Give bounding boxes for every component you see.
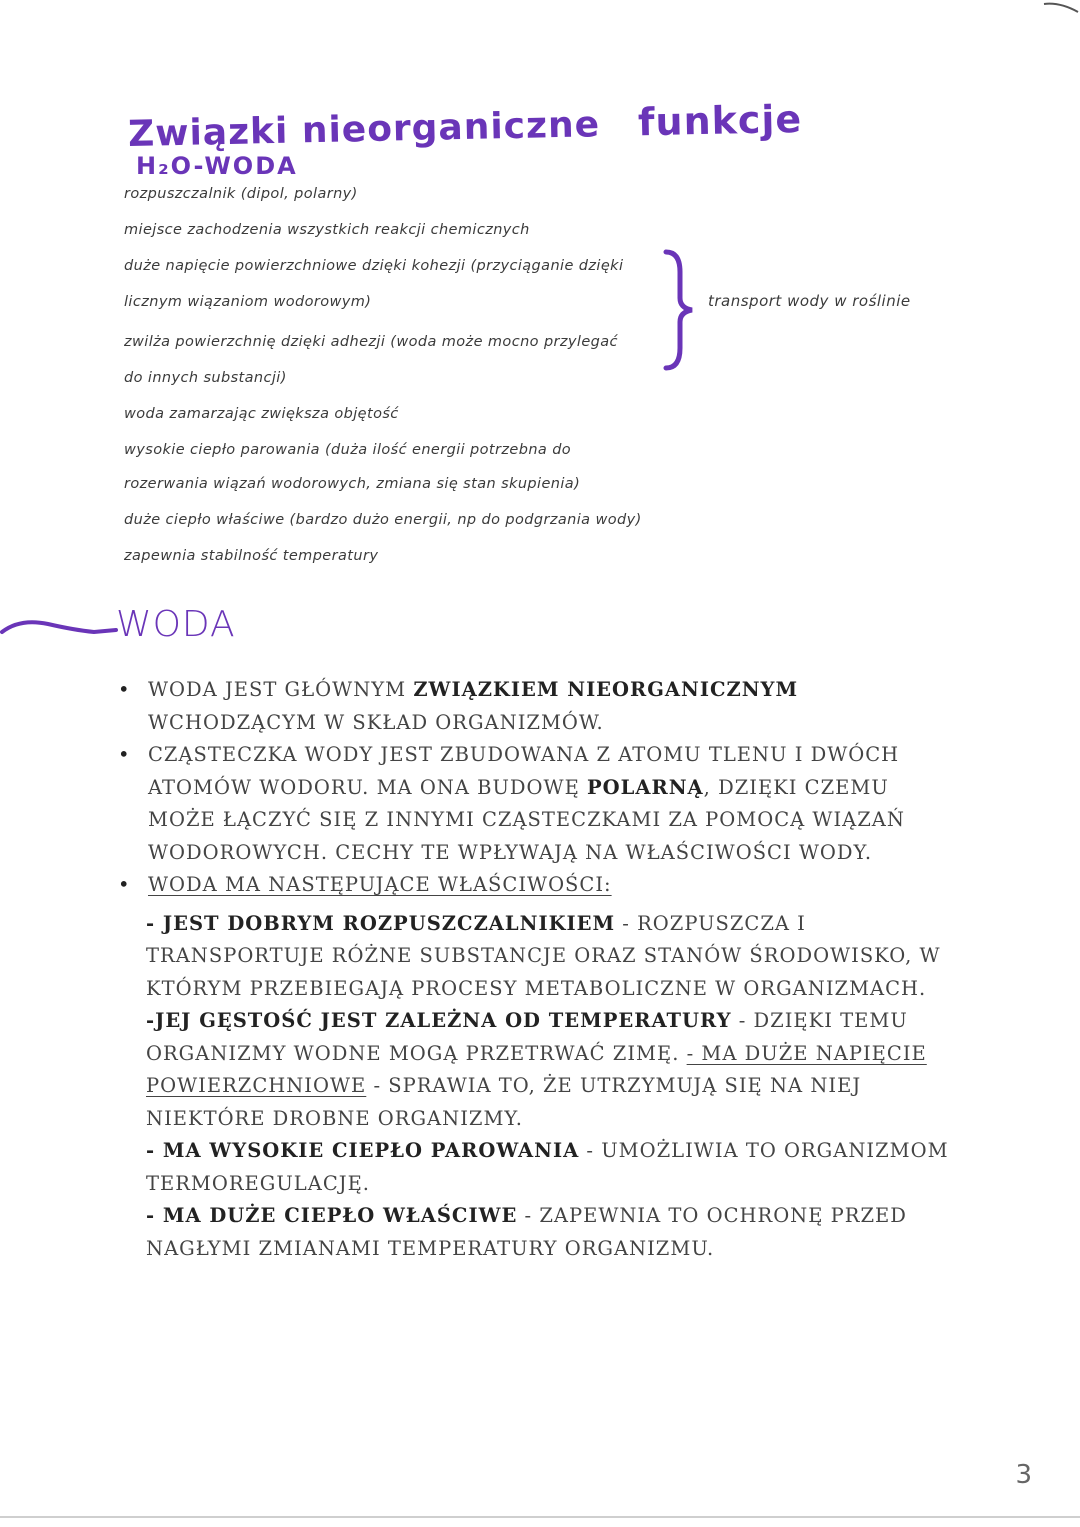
- property-item: [146, 1200, 956, 1265]
- section-content: [116, 674, 956, 1265]
- bullet-bold: ZWIĄZKIEM NIEORGANICZNYM: [413, 678, 799, 701]
- property-bold: - MA DUŻE CIEPŁO WŁAŚCIWE: [146, 1204, 518, 1227]
- scan-corner-mark: [1040, 0, 1080, 16]
- list-item: [148, 869, 956, 902]
- note-line: wysokie ciepło parowania (duża ilość energii potrzebna do: [124, 442, 572, 458]
- property-bold: - MA WYSOKIE CIEPŁO PAROWANIA: [146, 1139, 580, 1162]
- note-line: duże ciepło właściwe (bardzo dużo energii, np do podgrzania wody): [124, 512, 642, 528]
- list-item: [148, 739, 956, 869]
- page-title: [128, 97, 803, 155]
- title-main: Związki nieorganiczne: [127, 104, 601, 156]
- note-line: zapewnia stabilność temperatury: [124, 548, 379, 564]
- property-bold: - JEST DOBRYM ROZPUSZCZALNIKIEM: [146, 911, 616, 935]
- bracket-note: transport wody w roślinie: [708, 292, 911, 310]
- properties-list: [146, 908, 956, 1266]
- property-text: - SPRAWIA TO, ŻE UTRZYMUJĄ SIĘ NA NIEJ NIEKTÓRE DROBNE ORGANIZMY.: [146, 1074, 862, 1130]
- property-text: - ROZPUSZCZA I TRANSPORTUJE RÓŻNE SUBSTANCJE ORAZ STANÓW ŚRODOWISKO, W KTÓRYM PRZEBIEGAJĄ PROCESY METABOLICZNE W ORGANIZMACH.: [146, 911, 941, 1000]
- note-line: licznym wiązaniom wodorowym): [124, 294, 372, 310]
- bullet-list: [116, 674, 956, 902]
- bullet-text: WODA JEST GŁÓWNYM: [148, 678, 414, 701]
- note-line: rozpuszczalnik (dipol, polarny): [124, 186, 358, 202]
- page-subtitle: H₂O-WODA: [136, 152, 298, 180]
- title-suffix: funkcje: [637, 96, 803, 145]
- note-line: miejsce zachodzenia wszystkich reakcji chemicznych: [124, 222, 530, 238]
- property-underlined: - MA DUŻE NAPIĘCIE POWIERZCHNIOWE: [146, 1041, 927, 1097]
- property-item: [146, 1135, 956, 1200]
- page-number: 3: [1015, 1460, 1032, 1490]
- bullet-text: WODA MA NASTĘPUJĄCE WŁAŚCIWOŚCI:: [148, 873, 612, 896]
- note-line: woda zamarzając zwiększa objętość: [124, 406, 399, 422]
- bullet-text: CZĄSTECZKA WODY JEST ZBUDOWANA Z ATOMU TLENU I DWÓCH ATOMÓW WODORU. MA ONA BUDOWĘ: [148, 743, 900, 799]
- bullet-bold: POLARNĄ: [587, 775, 704, 799]
- property-text: - UMOŻLIWIA TO ORGANIZMOM TERMOREGULACJĘ.: [146, 1139, 949, 1195]
- note-line: rozerwania wiązań wodorowych, zmiana się stan skupienia): [124, 476, 581, 492]
- bullet-text: WCHODZĄCYM W SKŁAD ORGANIZMÓW.: [148, 710, 604, 734]
- bullet-text: , DZIĘKI CZEMU MOŻE ŁĄCZYĆ SIĘ Z INNYMI CZĄSTECZKAMI ZA POMOCĄ WIĄZAŃ WODOROWYCH. CECHY TE WPŁYWAJĄ NA WŁAŚCIWOŚCI WODY.: [148, 775, 905, 864]
- list-item: [148, 674, 956, 739]
- property-item: [146, 908, 956, 1006]
- note-line: zwilża powierzchnię dzięki adhezji (woda może mocno przylegać: [124, 334, 618, 350]
- property-bold: -JEJ GĘSTOŚĆ JEST ZALEŻNA OD TEMPERATURY: [146, 1009, 732, 1032]
- note-line: do innych substancji): [124, 370, 287, 386]
- note-line: duże napięcie powierzchniowe dzięki kohezji (przyciąganie dzięki: [124, 258, 624, 274]
- property-item: [146, 1005, 956, 1135]
- curly-brace-icon: [662, 248, 696, 372]
- property-text: - DZIĘKI TEMU ORGANIZMY WODNE MOGĄ PRZETRWAĆ ZIMĘ.: [146, 1009, 908, 1065]
- swash-decoration-icon: [0, 610, 124, 650]
- section-heading: WODA: [116, 604, 236, 645]
- property-text: - ZAPEWNIA TO OCHRONĘ PRZED NAGŁYMI ZMIANAMI TEMPERATURY ORGANIZMU.: [146, 1204, 907, 1260]
- scan-edge-line: [0, 1516, 1080, 1518]
